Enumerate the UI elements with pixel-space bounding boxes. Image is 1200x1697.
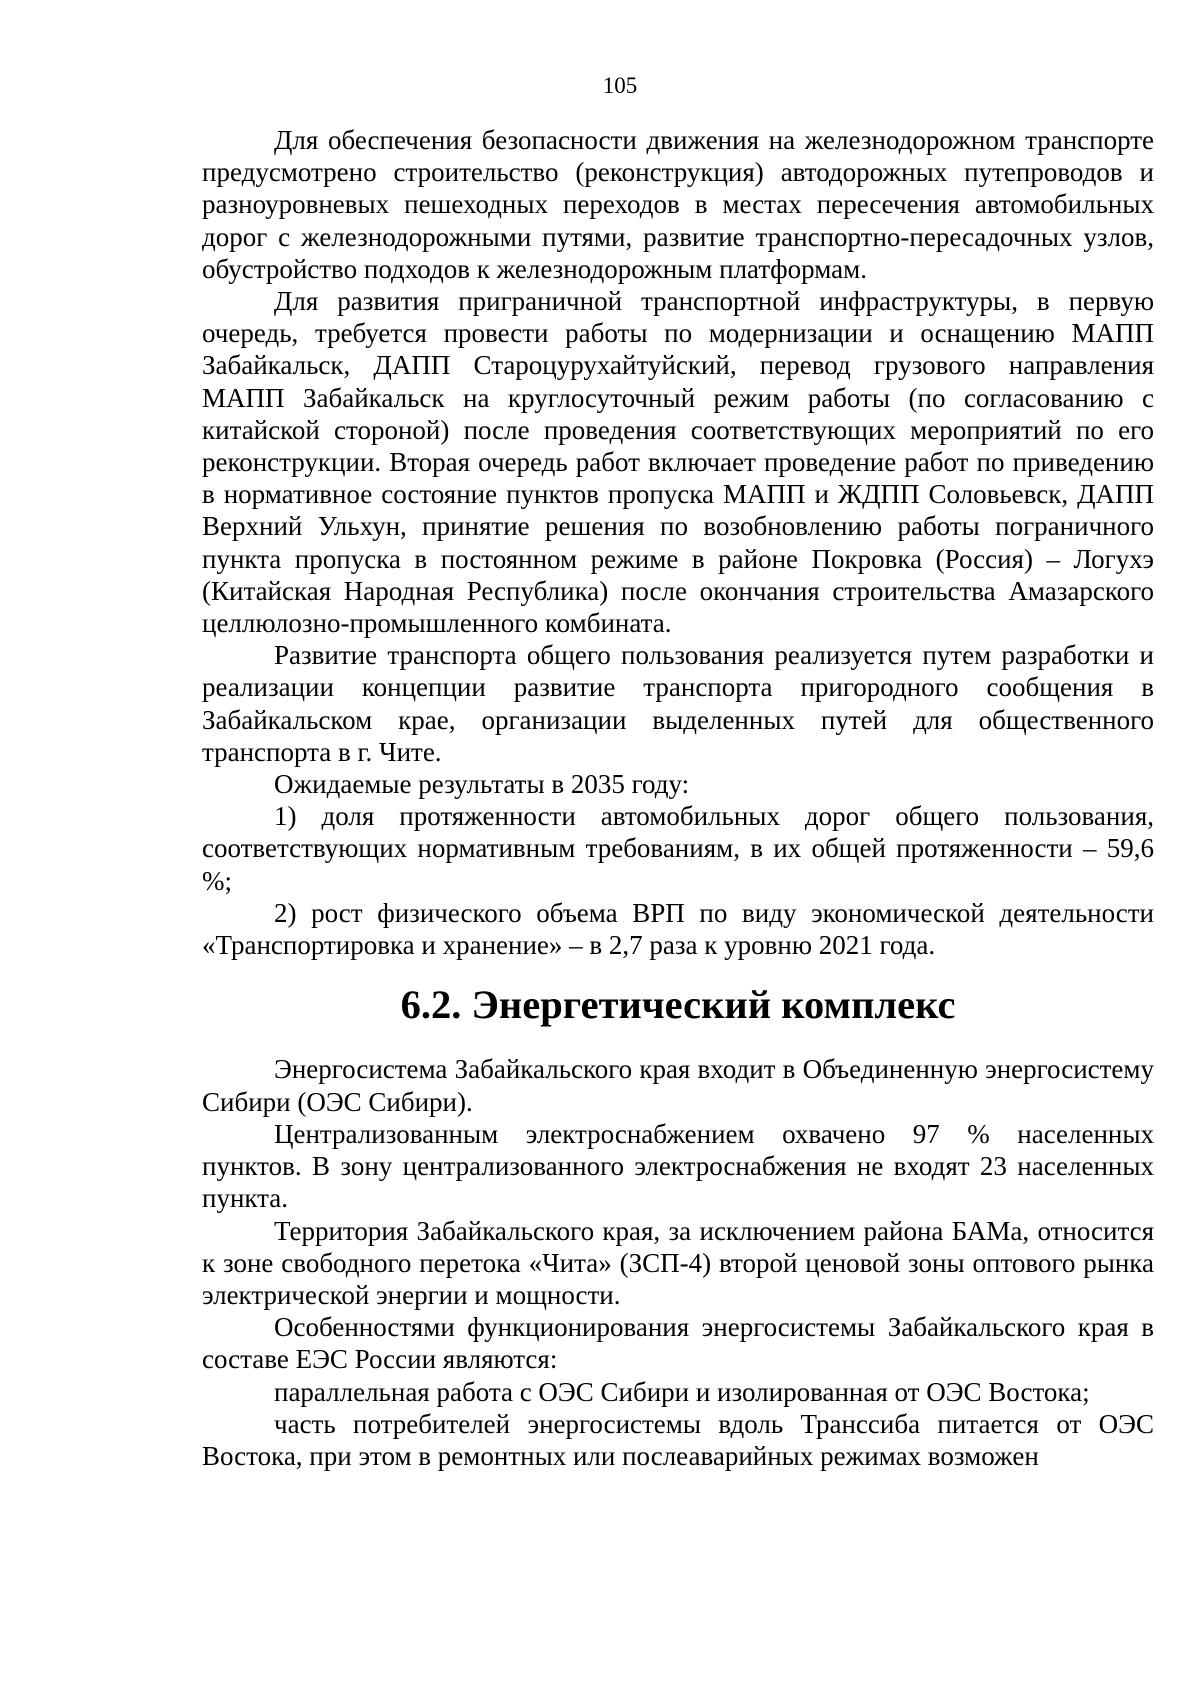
paragraph-border-infrastructure: Для развития приграничной транспортной инфраструктуры, в первую очередь, требуется провести работы по модернизации и оснащению МАПП Забайкальск, ДАПП Староцурухайтуйский, перевод грузового направления МАПП Забайкальск на круглосуточный режим работы (по согласованию с китайской стороной) после проведения соответствующих мероприятий по его реконструкции. Вторая очередь работ включает проведение работ по приведению в нормативное состояние пунктов пропуска МАПП и ЖДПП Соловьевск, ДАПП Верхний Ульхун, принятие решения по возобновлению работы пограничного пункта пропуска в постоянном режиме в районе Покровка (Россия) – Логухэ (Китайская Народная Республика) после окончания строительства Амазарского целлюлозно-промышленного комбината.: [202, 286, 1154, 639]
page-number: 105: [602, 73, 638, 98]
page-content: [202, 124, 1154, 1472]
list-item-feature-1: параллельная работа с ОЭС Сибири и изолированная от ОЭС Востока;: [274, 1376, 1090, 1407]
section-heading-energy: 6.2. Энергетический комплекс: [400, 982, 956, 1028]
paragraph-energy-system: Энергосистема Забайкальского края входит в Объединенную энергосистему Сибири (ОЭС Сибири).: [202, 1054, 1154, 1117]
paragraph-public-transport: Развитие транспорта общего пользования реализуется путем разработки и реализации концепции развитие транспорта пригородного сообщения в Забайкальском крае, организации выделенных путей для общественного транспорта в г. Чите.: [202, 640, 1154, 767]
paragraph-expected-results: Ожидаемые результаты в 2035 году:: [274, 769, 690, 800]
list-item-feature-2: часть потребителей энергосистемы вдоль Транссиба питается от ОЭС Востока, при этом в ремонтных или послеаварийных режимах возможен: [202, 1408, 1154, 1471]
list-item-result-2: 2) рост физического объема ВРП по виду экономической деятельности «Транспортировка и хранение» – в 2,7 раза к уровню 2021 года.: [202, 897, 1154, 961]
paragraph-territory-zone: Территория Забайкальского края, за исключением района БАМа, относится к зоне свободного перетока «Чита» (ЗСП-4) второй ценовой зоны оптового рынка электрической энергии и мощности.: [202, 1215, 1154, 1310]
paragraph-centralized-supply: Централизованным электроснабжением охвачено 97 % населенных пунктов. В зону централизованного электроснабжения не входят 23 населенных пункта.: [202, 1118, 1154, 1214]
paragraph-features: Особенностями функционирования энергосистемы Забайкальского края в составе ЕЭС России являются:: [202, 1312, 1154, 1375]
list-item-result-1: 1) доля протяженности автомобильных дорог общего пользования, соответствующих нормативным требованиям, в их общей протяженности – 59,6 %;: [202, 801, 1154, 896]
paragraph-railway-safety: Для обеспечения безопасности движения на железнодорожном транспорте предусмотрено строительство (реконструкция) автодорожных путепроводов и разноуровневых пешеходных переходов в местах пересечения автомобильных дорог с железнодорожными путями, развитие транспортно-пересадочных узлов, обустройство подходов к железнодорожным платформам.: [202, 125, 1154, 284]
